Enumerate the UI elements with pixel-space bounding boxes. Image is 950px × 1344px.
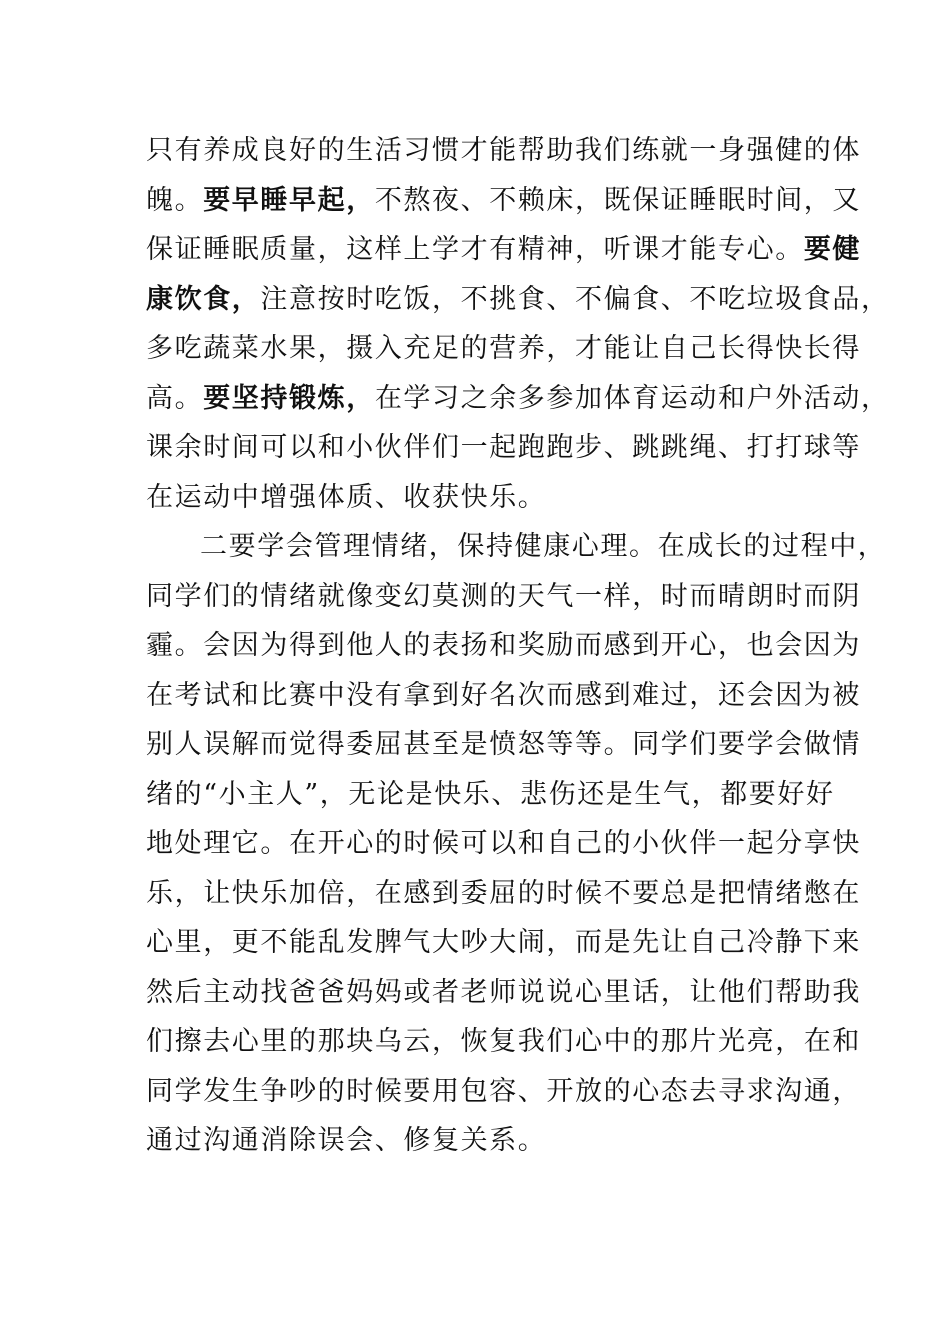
text-run: 课余时间可以和小伙伴们一起跑跑步、跳跳绳、打打球等 [146, 432, 861, 463]
document-body [146, 126, 890, 1166]
paragraph-2-line-5 [146, 720, 861, 770]
paragraph-1-line-8 [146, 473, 826, 523]
paragraph-2-line-8 [146, 869, 861, 919]
bold-heading-exercise: 要坚持锻炼， [203, 382, 375, 414]
paragraph-1-line-4 [146, 275, 890, 325]
text-run: 在运动中增强体质、收获快乐。 [146, 481, 547, 513]
text-run: 魄。 [146, 184, 204, 216]
text-run: 高。 [146, 382, 204, 414]
paragraph-1-line-6 [146, 374, 890, 424]
text-run: 多吃蔬菜水果，摄入充足的营养，才能让自己长得快长得 [146, 333, 861, 364]
paragraph-2-line-4 [146, 671, 861, 721]
paragraph-1-line-2 [146, 176, 862, 226]
text-run: 在学习之余多参加体育运动和户外活动， [374, 382, 890, 414]
paragraph-2-line-9 [146, 918, 861, 968]
paragraph-2-line-2 [146, 572, 861, 622]
text-run: 然后主动找爸爸妈妈或者老师说说心里话，让他们帮助我 [146, 976, 861, 1008]
paragraph-2-line-12 [146, 1067, 861, 1117]
paragraph-2-line-13 [146, 1116, 826, 1166]
text-run: 同学发生争吵的时候要用包容、开放的心态去寻求沟通， [146, 1075, 861, 1107]
text-run: 只有养成良好的生活习惯才能帮助我们练就一身强健的体 [146, 135, 861, 166]
text-run: 在考试和比赛中没有拿到好名次而感到难过，还会因为被 [146, 679, 861, 711]
text-run: 不熬夜、不赖床，既保证睡眠时间，又 [374, 184, 862, 216]
paragraph-2-line-11 [146, 1017, 861, 1067]
bold-heading-healthy-diet-part2: 康饮食， [146, 283, 261, 315]
paragraph-1-line-3 [146, 225, 862, 275]
paragraph-2-line-10 [146, 968, 861, 1018]
text-run: 绪的“小主人”，无论是快乐、悲伤还是生气，都要好好 [146, 778, 835, 810]
paragraph-2-line-6 [146, 770, 835, 820]
paragraph-1-line-7 [146, 423, 861, 473]
text-run: 别人误解而觉得委屈甚至是愤怒等等。同学们要学会做情 [146, 729, 861, 760]
text-run: 心里，更不能乱发脾气大吵大闹，而是先让自己冷静下来 [146, 927, 861, 958]
text-run: 们擦去心里的那块乌云，恢复我们心中的那片光亮，在和 [146, 1026, 861, 1057]
paragraph-2-line-3 [146, 621, 861, 671]
bold-heading-early-sleep: 要早睡早起， [203, 184, 375, 216]
text-run: 注意按时吃饭，不挑食、不偏食、不吃垃圾食品， [260, 283, 890, 315]
text-run: 通过沟通消除误会、修复关系。 [146, 1125, 547, 1156]
text-run: 保证睡眠质量，这样上学才有精神，听课才能专心。 [146, 234, 804, 265]
text-run: 乐，让快乐加倍，在感到委屈的时候不要总是把情绪憋在 [146, 877, 861, 909]
paragraph-1-line-5 [146, 324, 861, 374]
text-run: 二要学会管理情绪，保持健康心理。在成长的过程中， [200, 531, 887, 562]
text-run: 地处理它。在开心的时候可以和自己的小伙伴一起分享快 [146, 828, 861, 859]
bold-heading-healthy-diet-part1: 要健 [803, 234, 862, 265]
paragraph-2-line-7 [146, 819, 861, 869]
text-run: 霾。会因为得到他人的表扬和奖励而感到开心，也会因为 [146, 630, 861, 661]
paragraph-2-line-1 [146, 522, 887, 572]
text-run: 同学们的情绪就像变幻莫测的天气一样，时而晴朗时而阴 [146, 580, 861, 612]
paragraph-1-line-1 [146, 126, 861, 176]
